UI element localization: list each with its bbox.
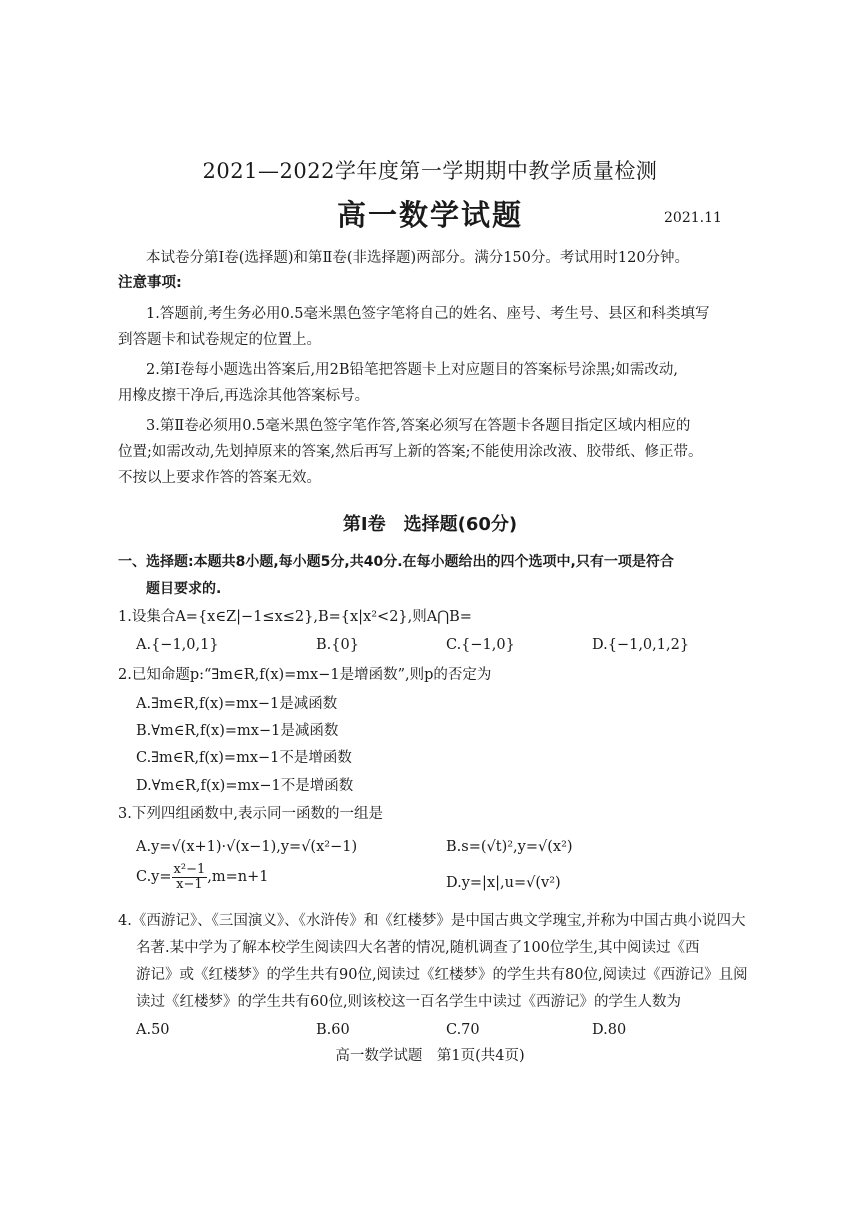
question-3-stem: 3.下列四组函数中,表示同一函数的一组是 — [118, 806, 383, 822]
intro-line: 本试卷分第Ⅰ卷(选择题)和第Ⅱ卷(非选择题)两部分。满分150分。考试用时120分钟。 — [146, 250, 690, 266]
question-3-option-d: D.y=|x|,u=√(v²) — [446, 875, 561, 891]
question-1-stem: 1.设集合A={x∈Z|−1≤x≤2},B={x|x²<2},则A⋂B= — [118, 609, 472, 625]
exam-title: 2021—2022学年度第一学期期中教学质量检测 — [202, 159, 658, 183]
question-2-stem: 2.已知命题p:“∃m∈R,f(x)=mx−1是增函数”,则p的否定为 — [118, 667, 492, 683]
question-3-option-b: B.s=(√t)²,y=√(x²) — [446, 839, 573, 855]
question-3-option-c-fraction — [172, 863, 208, 892]
question-4-option-c: C.70 — [446, 1022, 480, 1038]
page-footer: 高一数学试题 第1页(共4页) — [335, 1048, 525, 1064]
question-4-line-4: 读过《红楼梦》的学生共有60位,则该校这一百名学生中读过《西游记》的学生人数为 — [136, 994, 682, 1010]
exam-date: 2021.11 — [664, 210, 722, 226]
note-2-line-1: 2.第Ⅰ卷每小题选出答案后,用2B铅笔把答题卡上对应题目的答案标号涂黑;如需改动, — [146, 362, 679, 378]
question-2-option-a: A.∃m∈R,f(x)=mx−1是减函数 — [136, 696, 338, 712]
question-4-option-b: B.60 — [316, 1022, 350, 1038]
section-1-title: 第Ⅰ卷 选择题(60分) — [342, 514, 518, 535]
question-1-option-b: B.{0} — [316, 637, 359, 653]
question-4-option-a: A.50 — [136, 1022, 170, 1038]
note-2-line-2: 用橡皮擦干净后,再选涂其他答案标号。 — [118, 388, 370, 404]
question-2-option-c: C.∃m∈R,f(x)=mx−1不是增函数 — [136, 750, 352, 766]
question-4-line-1: 4.《西游记》、《三国演义》、《水浒传》和《红楼梦》是中国古典文学瑰宝,并称为中国古典小说四大 — [118, 913, 746, 929]
question-2-option-d: D.∀m∈R,f(x)=mx−1不是增函数 — [136, 778, 354, 794]
question-2-option-b: B.∀m∈R,f(x)=mx−1是减函数 — [136, 723, 339, 739]
fraction-numerator: x²−1 — [173, 861, 206, 877]
note-1-line-2: 到答题卡和试卷规定的位置上。 — [118, 332, 321, 348]
question-3-option-c — [136, 862, 268, 892]
notes-title: 注意事项: — [118, 275, 182, 291]
question-3-option-c-suffix: ,m=n+1 — [207, 869, 269, 885]
note-3-line-2: 位置;如需改动,先划掉原来的答案,然后再写上新的答案;不能使用涂改液、胶带纸、修正带。 — [118, 444, 703, 460]
question-3-option-c-prefix: C.y= — [136, 869, 172, 885]
note-3-line-3: 不按以上要求作答的答案无效。 — [118, 470, 321, 486]
section-1-instr-line-1: 一、选择题:本题共8小题,每小题5分,共40分.在每小题给出的四个选项中,只有一项是符合 — [118, 554, 674, 570]
section-1-instr-line-2: 题目要求的. — [146, 581, 222, 597]
question-4-line-2: 名著.某中学为了解本校学生阅读四大名著的情况,随机调查了100位学生,其中阅读过《西 — [136, 940, 700, 956]
question-1-option-d: D.{−1,0,1,2} — [592, 637, 690, 653]
fraction-denominator: x−1 — [176, 876, 203, 892]
question-1-option-c: C.{−1,0} — [446, 637, 515, 653]
question-4-line-3: 游记》或《红楼梦》的学生共有90位,阅读过《红楼梦》的学生共有80位,阅读过《西游记》且阅 — [136, 967, 748, 983]
note-1-line-1: 1.答题前,考生务必用0.5毫米黑色签字笔将自己的姓名、座号、考生号、县区和科类填写 — [146, 306, 710, 322]
question-1-option-a: A.{−1,0,1} — [136, 637, 219, 653]
question-3-option-a: A.y=√(x+1)·√(x−1),y=√(x²−1) — [136, 839, 358, 855]
question-4-option-d: D.80 — [592, 1022, 627, 1038]
note-3-line-1: 3.第Ⅱ卷必须用0.5毫米黑色签字笔作答,答案必须写在答题卡各题目指定区域内相应的 — [146, 418, 691, 434]
exam-subtitle: 高一数学试题 — [336, 198, 523, 232]
